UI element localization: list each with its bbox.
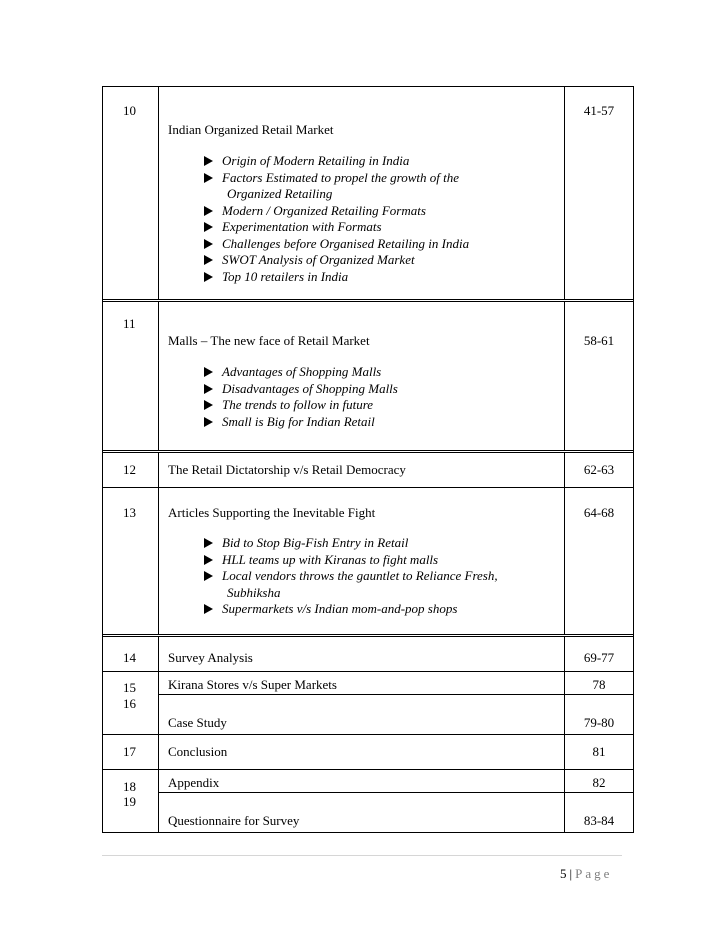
- sub-topic: Top 10 retailers in India: [204, 269, 469, 286]
- arrow-bullet-icon: [204, 538, 213, 548]
- entry-pages: 41-57: [583, 103, 615, 118]
- sub-topic: Small is Big for Indian Retail: [204, 414, 398, 431]
- sub-topic: Modern / Organized Retailing Formats: [204, 203, 469, 220]
- entry-number: 18: [123, 779, 136, 794]
- entry-title: Indian Organized Retail Market: [168, 122, 334, 137]
- page-number: 5: [560, 866, 567, 881]
- sub-topic: Advantages of Shopping Malls: [204, 364, 398, 381]
- arrow-bullet-icon: [204, 384, 213, 394]
- entry-number: 17: [123, 744, 136, 759]
- toc-row-17: [103, 734, 633, 769]
- entry-pages: 58-61: [583, 333, 615, 348]
- entry-title: Articles Supporting the Inevitable Fight: [168, 505, 376, 520]
- entry-number: 14: [123, 650, 136, 665]
- entry-title: Questionnaire for Survey: [168, 813, 300, 828]
- sub-topic: Bid to Stop Big-Fish Entry in Retail: [204, 535, 498, 552]
- arrow-bullet-icon: [204, 206, 213, 216]
- toc-row-14: [103, 634, 633, 671]
- sub-topic-list: [204, 153, 469, 285]
- entry-pages: 69-77: [583, 650, 615, 665]
- sub-topic: Challenges before Organised Retailing in India: [204, 236, 469, 253]
- entry-pages: 82: [592, 775, 606, 790]
- footer-divider: [102, 855, 622, 856]
- entry-title: Malls – The new face of Retail Market: [168, 333, 370, 348]
- footer-separator: |: [569, 866, 573, 881]
- toc-table: [102, 86, 634, 833]
- entry-pages: 64-68: [583, 505, 615, 520]
- sub-topic-list: [204, 364, 398, 430]
- entry-number: 10: [123, 103, 136, 118]
- sub-topic: Experimentation with Formats: [204, 219, 469, 236]
- page-label: Page: [575, 866, 613, 881]
- arrow-bullet-icon: [204, 400, 213, 410]
- page-footer: [560, 866, 612, 882]
- sub-topic: Local vendors throws the gauntlet to Reliance Fresh, Subhiksha: [204, 568, 498, 601]
- sub-topic-list: [204, 535, 498, 618]
- arrow-bullet-icon: [204, 417, 213, 427]
- entry-pages: 62-63: [583, 462, 615, 477]
- arrow-bullet-icon: [204, 555, 213, 565]
- entry-title: Case Study: [168, 715, 227, 730]
- entry-number: 19: [123, 794, 136, 809]
- sub-topic: Disadvantages of Shopping Malls: [204, 381, 398, 398]
- entry-title: Appendix: [168, 775, 220, 790]
- arrow-bullet-icon: [204, 604, 213, 614]
- toc-row-15-16: [103, 671, 633, 734]
- sub-topic: Factors Estimated to propel the growth of the Organized Retailing: [204, 170, 469, 203]
- entry-title: Kirana Stores v/s Super Markets: [168, 677, 337, 692]
- entry-number: 12: [123, 462, 136, 477]
- arrow-bullet-icon: [204, 222, 213, 232]
- entry-title: Survey Analysis: [168, 650, 253, 665]
- sub-topic: HLL teams up with Kiranas to fight malls: [204, 552, 498, 569]
- arrow-bullet-icon: [204, 239, 213, 249]
- arrow-bullet-icon: [204, 255, 213, 265]
- sub-topic: Supermarkets v/s Indian mom-and-pop shops: [204, 601, 498, 618]
- toc-row-11: [103, 299, 633, 450]
- entry-pages: 79-80: [583, 715, 615, 730]
- sub-topic: The trends to follow in future: [204, 397, 398, 414]
- entry-number: 15: [123, 680, 136, 695]
- toc-row-12: [103, 450, 633, 487]
- arrow-bullet-icon: [204, 367, 213, 377]
- entry-title: The Retail Dictatorship v/s Retail Democracy: [168, 462, 406, 477]
- entry-number: 16: [123, 696, 136, 711]
- arrow-bullet-icon: [204, 173, 213, 183]
- entry-number: 11: [123, 316, 136, 331]
- arrow-bullet-icon: [204, 272, 213, 282]
- entry-pages: 83-84: [583, 813, 615, 828]
- toc-row-10: [103, 86, 633, 299]
- entry-pages: 78: [592, 677, 606, 692]
- entry-number: 13: [123, 505, 136, 520]
- entry-pages: 81: [592, 744, 606, 759]
- entry-title: Conclusion: [168, 744, 228, 759]
- arrow-bullet-icon: [204, 571, 213, 581]
- toc-row-18-19: [103, 769, 633, 833]
- toc-row-13: [103, 487, 633, 634]
- arrow-bullet-icon: [204, 156, 213, 166]
- sub-topic: Origin of Modern Retailing in India: [204, 153, 469, 170]
- sub-topic: SWOT Analysis of Organized Market: [204, 252, 469, 269]
